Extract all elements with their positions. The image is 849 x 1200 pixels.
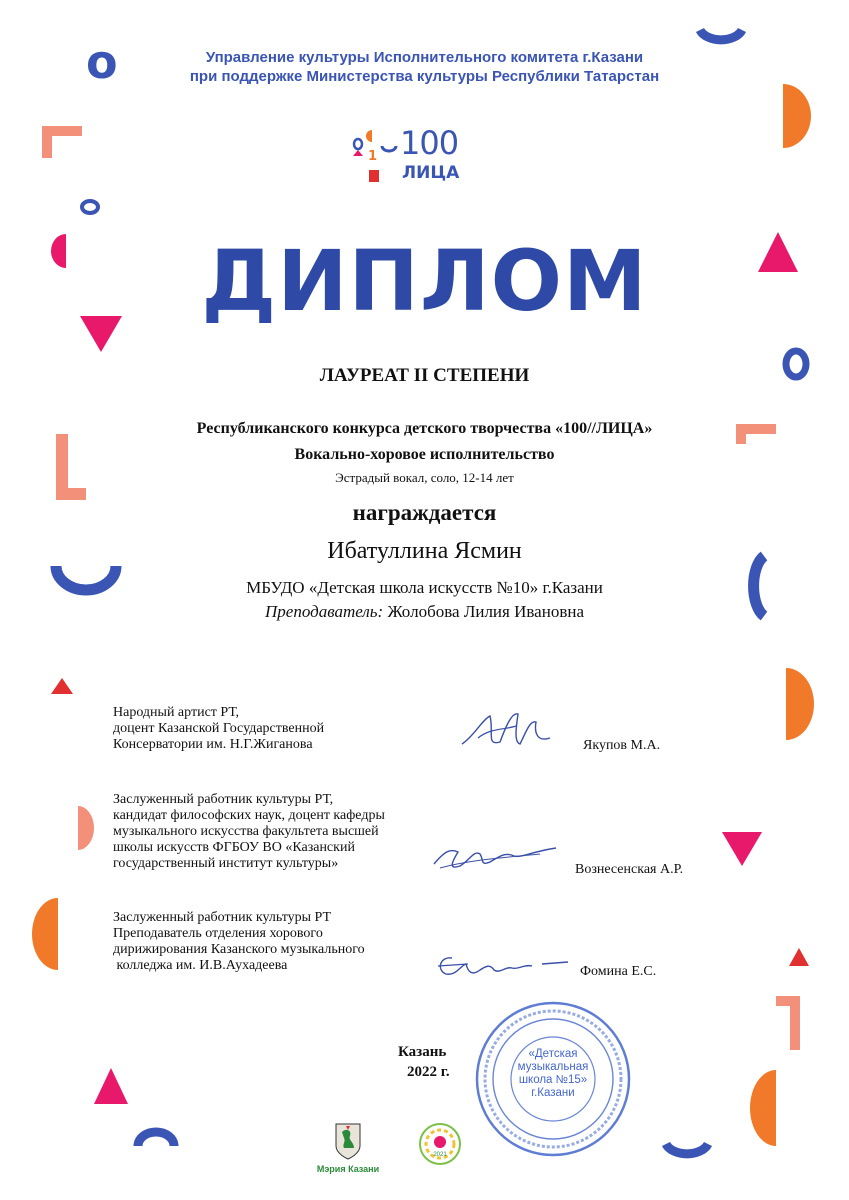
signature-3 — [432, 946, 572, 986]
jury-2-title — [113, 792, 385, 872]
mayor-label: Мэрия Казани — [316, 1164, 380, 1174]
jury-3-line: Преподаватель отделения хорового — [113, 926, 323, 941]
deco-triangle-small-right — [789, 948, 809, 966]
deco-bar-top-right — [776, 996, 800, 1006]
emblem-year: 2021 — [433, 1152, 447, 1158]
header-line-2: при поддержке Министерства культуры Республики Татарстан — [189, 68, 660, 85]
teacher-line — [0, 602, 849, 622]
header-line-1: Управление культуры Исполнительного комитета г.Казани — [205, 49, 644, 66]
kazan-mayor-logo — [314, 1122, 382, 1180]
place: Казань — [398, 1044, 447, 1060]
school-name: МБУДО «Детская школа искусств №10» г.Казани — [246, 578, 603, 597]
svg-text:1: 1 — [368, 149, 378, 164]
contest-nomination: Вокально-хоровое исполнительство — [294, 446, 555, 463]
awarded-label: награждается — [352, 500, 497, 525]
jury-3-line: колледжа им. И.В.Аухадеева — [113, 958, 288, 973]
deco-half-right-2 — [786, 668, 814, 740]
deco-triangle-small-left — [51, 678, 73, 694]
jury-2-line: государственный институт культуры» — [113, 856, 339, 871]
deco-half-right-3 — [750, 1070, 776, 1146]
deco-half-left-3 — [32, 898, 58, 970]
logo-number: 100 — [400, 124, 459, 162]
jury-3-line: дирижирования Казанского музыкального — [113, 942, 365, 957]
deco-arc-bottom-left — [138, 1132, 174, 1146]
jury-1-line: Народный артист РТ, — [113, 705, 240, 720]
jury-1-line: Консерватории им. Н.Г.Жиганова — [113, 737, 313, 752]
jury-2-line: Заслуженный работник культуры РТ, — [113, 792, 334, 807]
deco-triangle-up-left — [94, 1068, 128, 1104]
contest-logo — [350, 126, 480, 186]
jury-2-line: музыкального искусства факультета высшей — [113, 824, 379, 839]
deco-half-left-2 — [78, 806, 94, 850]
deco-arc-top-right — [700, 30, 742, 40]
contest-name: Республиканского конкурса детского творчества «100//ЛИЦА» — [196, 420, 653, 437]
jury-1-name: Якупов М.А. — [583, 738, 661, 753]
stamp-line: школа №15» — [518, 1074, 588, 1086]
teacher-label: Преподаватель: — [265, 602, 384, 621]
jury-1-line: доцент Казанской Государственной — [113, 721, 325, 736]
signature-1 — [460, 706, 555, 752]
deco-bracket-left — [42, 126, 82, 158]
award-degree: ЛАУРЕАТ II СТЕПЕНИ — [319, 365, 530, 386]
logo-word: ЛИЦА — [402, 163, 460, 183]
year: 2022 г. — [407, 1064, 450, 1080]
teacher-name: Жолобова Лилия Ивановна — [387, 602, 584, 621]
event-emblem — [418, 1122, 462, 1166]
logo-mark — [350, 126, 400, 186]
jury-3-title — [113, 910, 365, 974]
deco-arc-bottom-right — [666, 1144, 708, 1154]
stamp-line: музыкальная — [517, 1061, 589, 1073]
deco-o-left: o — [86, 35, 118, 89]
jury-3-line: Заслуженный работник культуры РТ — [113, 910, 332, 925]
diploma-title: ДИПЛОМ — [201, 232, 648, 330]
kazan-coat-of-arms-icon — [334, 1122, 362, 1160]
emblem-icon — [418, 1122, 462, 1166]
recipient-name: Ибатуллина Ясмин — [327, 538, 522, 564]
signature-2 — [430, 838, 560, 878]
jury-2-name: Вознесенская А.Р. — [575, 862, 684, 877]
stamp-center — [503, 1048, 603, 1100]
deco-triangle-down-right — [722, 832, 762, 866]
deco-half-right-1 — [783, 84, 811, 148]
contest-category: Эстрадый вокал, соло, 12-14 лет — [335, 470, 514, 485]
official-stamp — [474, 1000, 632, 1158]
deco-bar-foot-left — [56, 488, 86, 500]
stamp-line: г.Казани — [531, 1087, 575, 1099]
jury-2-line: кандидат философских наук, доцент кафедры — [113, 808, 385, 823]
stamp-line: «Детская — [528, 1048, 578, 1060]
jury-3-name: Фомина Е.С. — [580, 964, 657, 979]
jury-1-title — [113, 705, 324, 753]
jury-2-line: школы искусств ФГБОУ ВО «Казанский — [113, 840, 355, 855]
deco-small-o — [82, 201, 98, 213]
